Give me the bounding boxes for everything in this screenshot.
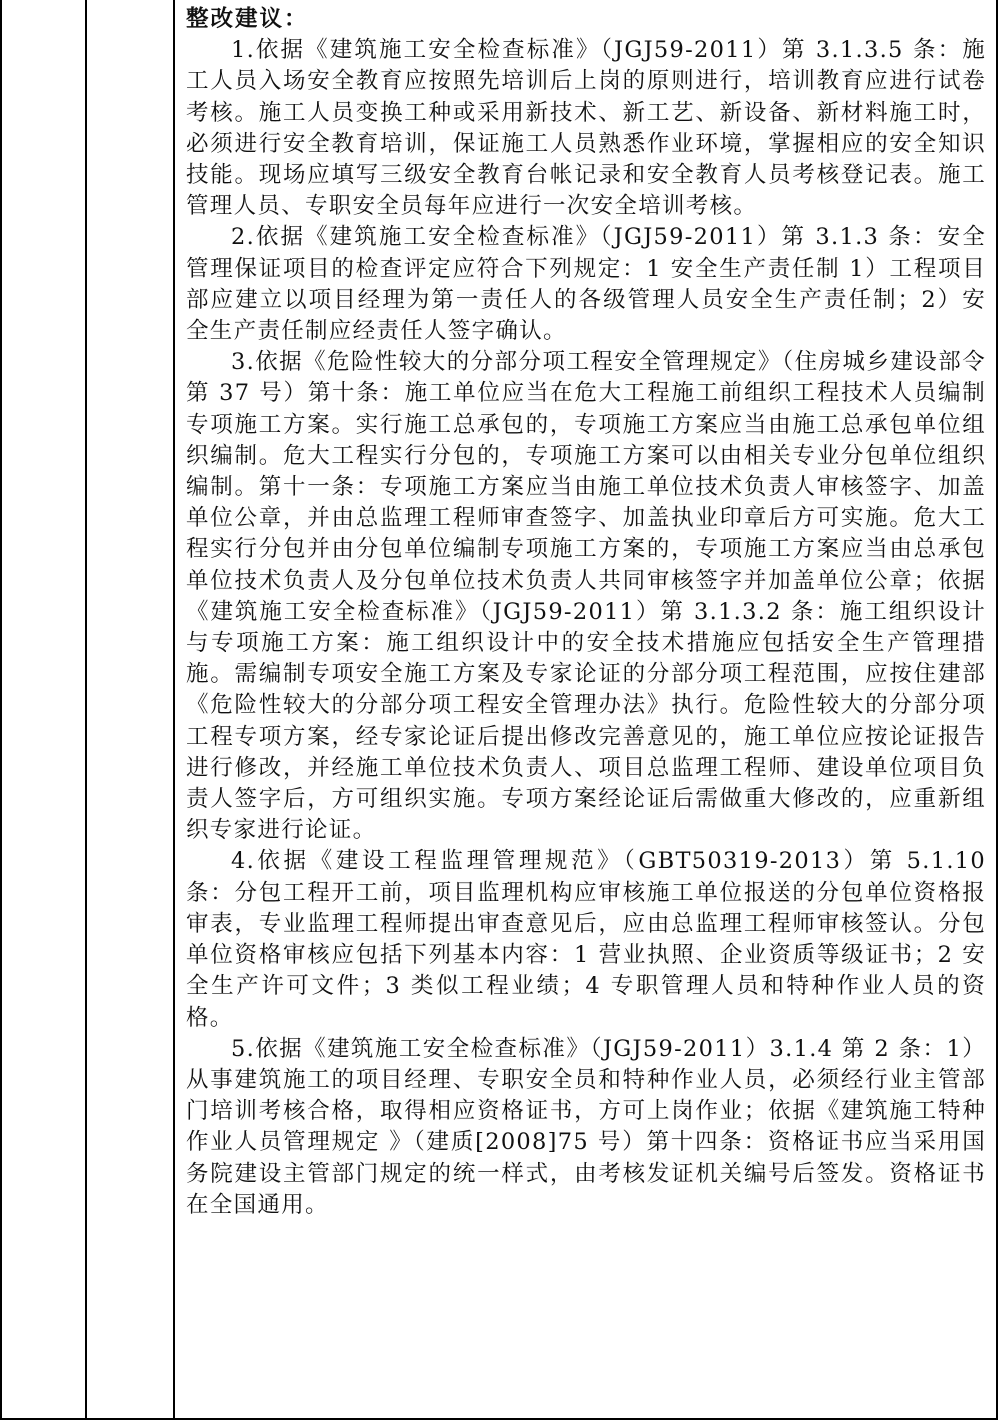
suggestion-paragraph: 3.依据《危险性较大的分部分项工程安全管理规定》（住房城乡建设部令第 37 号）第十条：施工单位应当在危大工程施工前组织工程技术人员编制专项施工方案。实行施工总承包的，专项施工方案应当由施工总承包单位组织编制。危大工程实行分包的，专项施工方案可以由相关专业分包单位组织编制。第十一条：专项施工方案应当由施工单位技术负责人审核签字、加盖单位公章，并由总监理工程师审查签字、加盖执业印章后方可实施。危大工程实行分包并由分包单位编制专项施工方案的，专项施工方案应当由总承包单位技术负责人及分包单位技术负责人共同审核签字并加盖单位公章；依据《建筑施工安全检查标准》（JGJ59-2011）第 3.1.3.2 条：施工组织设计与专项施工方案：施工组织设计中的安全技术措施应包括安全生产管理措施。需编制专项安全施工方案及专家论证的分部分项工程范围，应按住建部《危险性较大的分部分项工程安全管理办法》执行。危险性较大的分部分项工程专项方案，经专家论证后提出修改完善意见的，施工单位应按论证报告进行修改，并经施工单位技术负责人、项目总监理工程师、建设单位项目负责人签字后，方可组织实施。专项方案经论证后需做重大修改的，应重新组织专家进行论证。 xyxy=(186,349,986,844)
suggestion-paragraph: 1.依据《建筑施工安全检查标准》（JGJ59-2011）第 3.1.3.5 条：施工人员入场安全教育应按照先培训后上岗的原则进行，培训教育应进行试卷考核。施工人员变换工种或采用新技术、新工艺、新设备、新材料施工时，必须进行安全教育培训，保证施工人员熟悉作业环境，掌握相应的安全知识技能。现场应填写三级安全教育台帐记录和安全教育人员考核登记表。施工管理人员、专职安全员每年应进行一次安全培训考核。 xyxy=(186,37,986,220)
suggestion-paragraph: 2.依据《建筑施工安全检查标准》（JGJ59-2011）第 3.1.3 条：安全管理保证项目的检查评定应符合下列规定：1 安全生产责任制 1）工程项目部应建立以项目经理为第一责任人的各级管理人员安全生产责任制；2）安全生产责任制应经责任人签字确认。 xyxy=(186,224,986,345)
rectification-suggestions-cell xyxy=(186,4,986,1221)
column-divider xyxy=(85,0,87,1418)
suggestion-paragraph: 5.依据《建筑施工安全检查标准》（JGJ59-2011）3.1.4 第 2 条：1）从事建筑施工的项目经理、专职安全员和特种作业人员，必须经行业主管部门培训考核合格，取得相应资格证书，方可上岗作业；依据《建筑施工特种作业人员管理规定 》（建质[2008]75 号）第十四条：资格证书应当采用国务院建设主管部门规定的统一样式，由考核发证机关编号后签发。资格证书在全国通用。 xyxy=(186,1035,986,1218)
suggestion-paragraph: 4.依据《建设工程监理管理规范》（GBT50319-2013）第 5.1.10 条：分包工程开工前，项目监理机构应审核施工单位报送的分包单位资格报审表，专业监理工程师提出审查意见后，应由总监理工程师审核签认。分包单位资格审核应包括下列基本内容：1 营业执照、企业资质等级证书；2 安全生产许可文件；3 类似工程业绩；4 专职管理人员和特种作业人员的资格。 xyxy=(186,848,986,1031)
column-divider xyxy=(173,0,175,1418)
section-heading: 整改建议： xyxy=(186,6,309,32)
